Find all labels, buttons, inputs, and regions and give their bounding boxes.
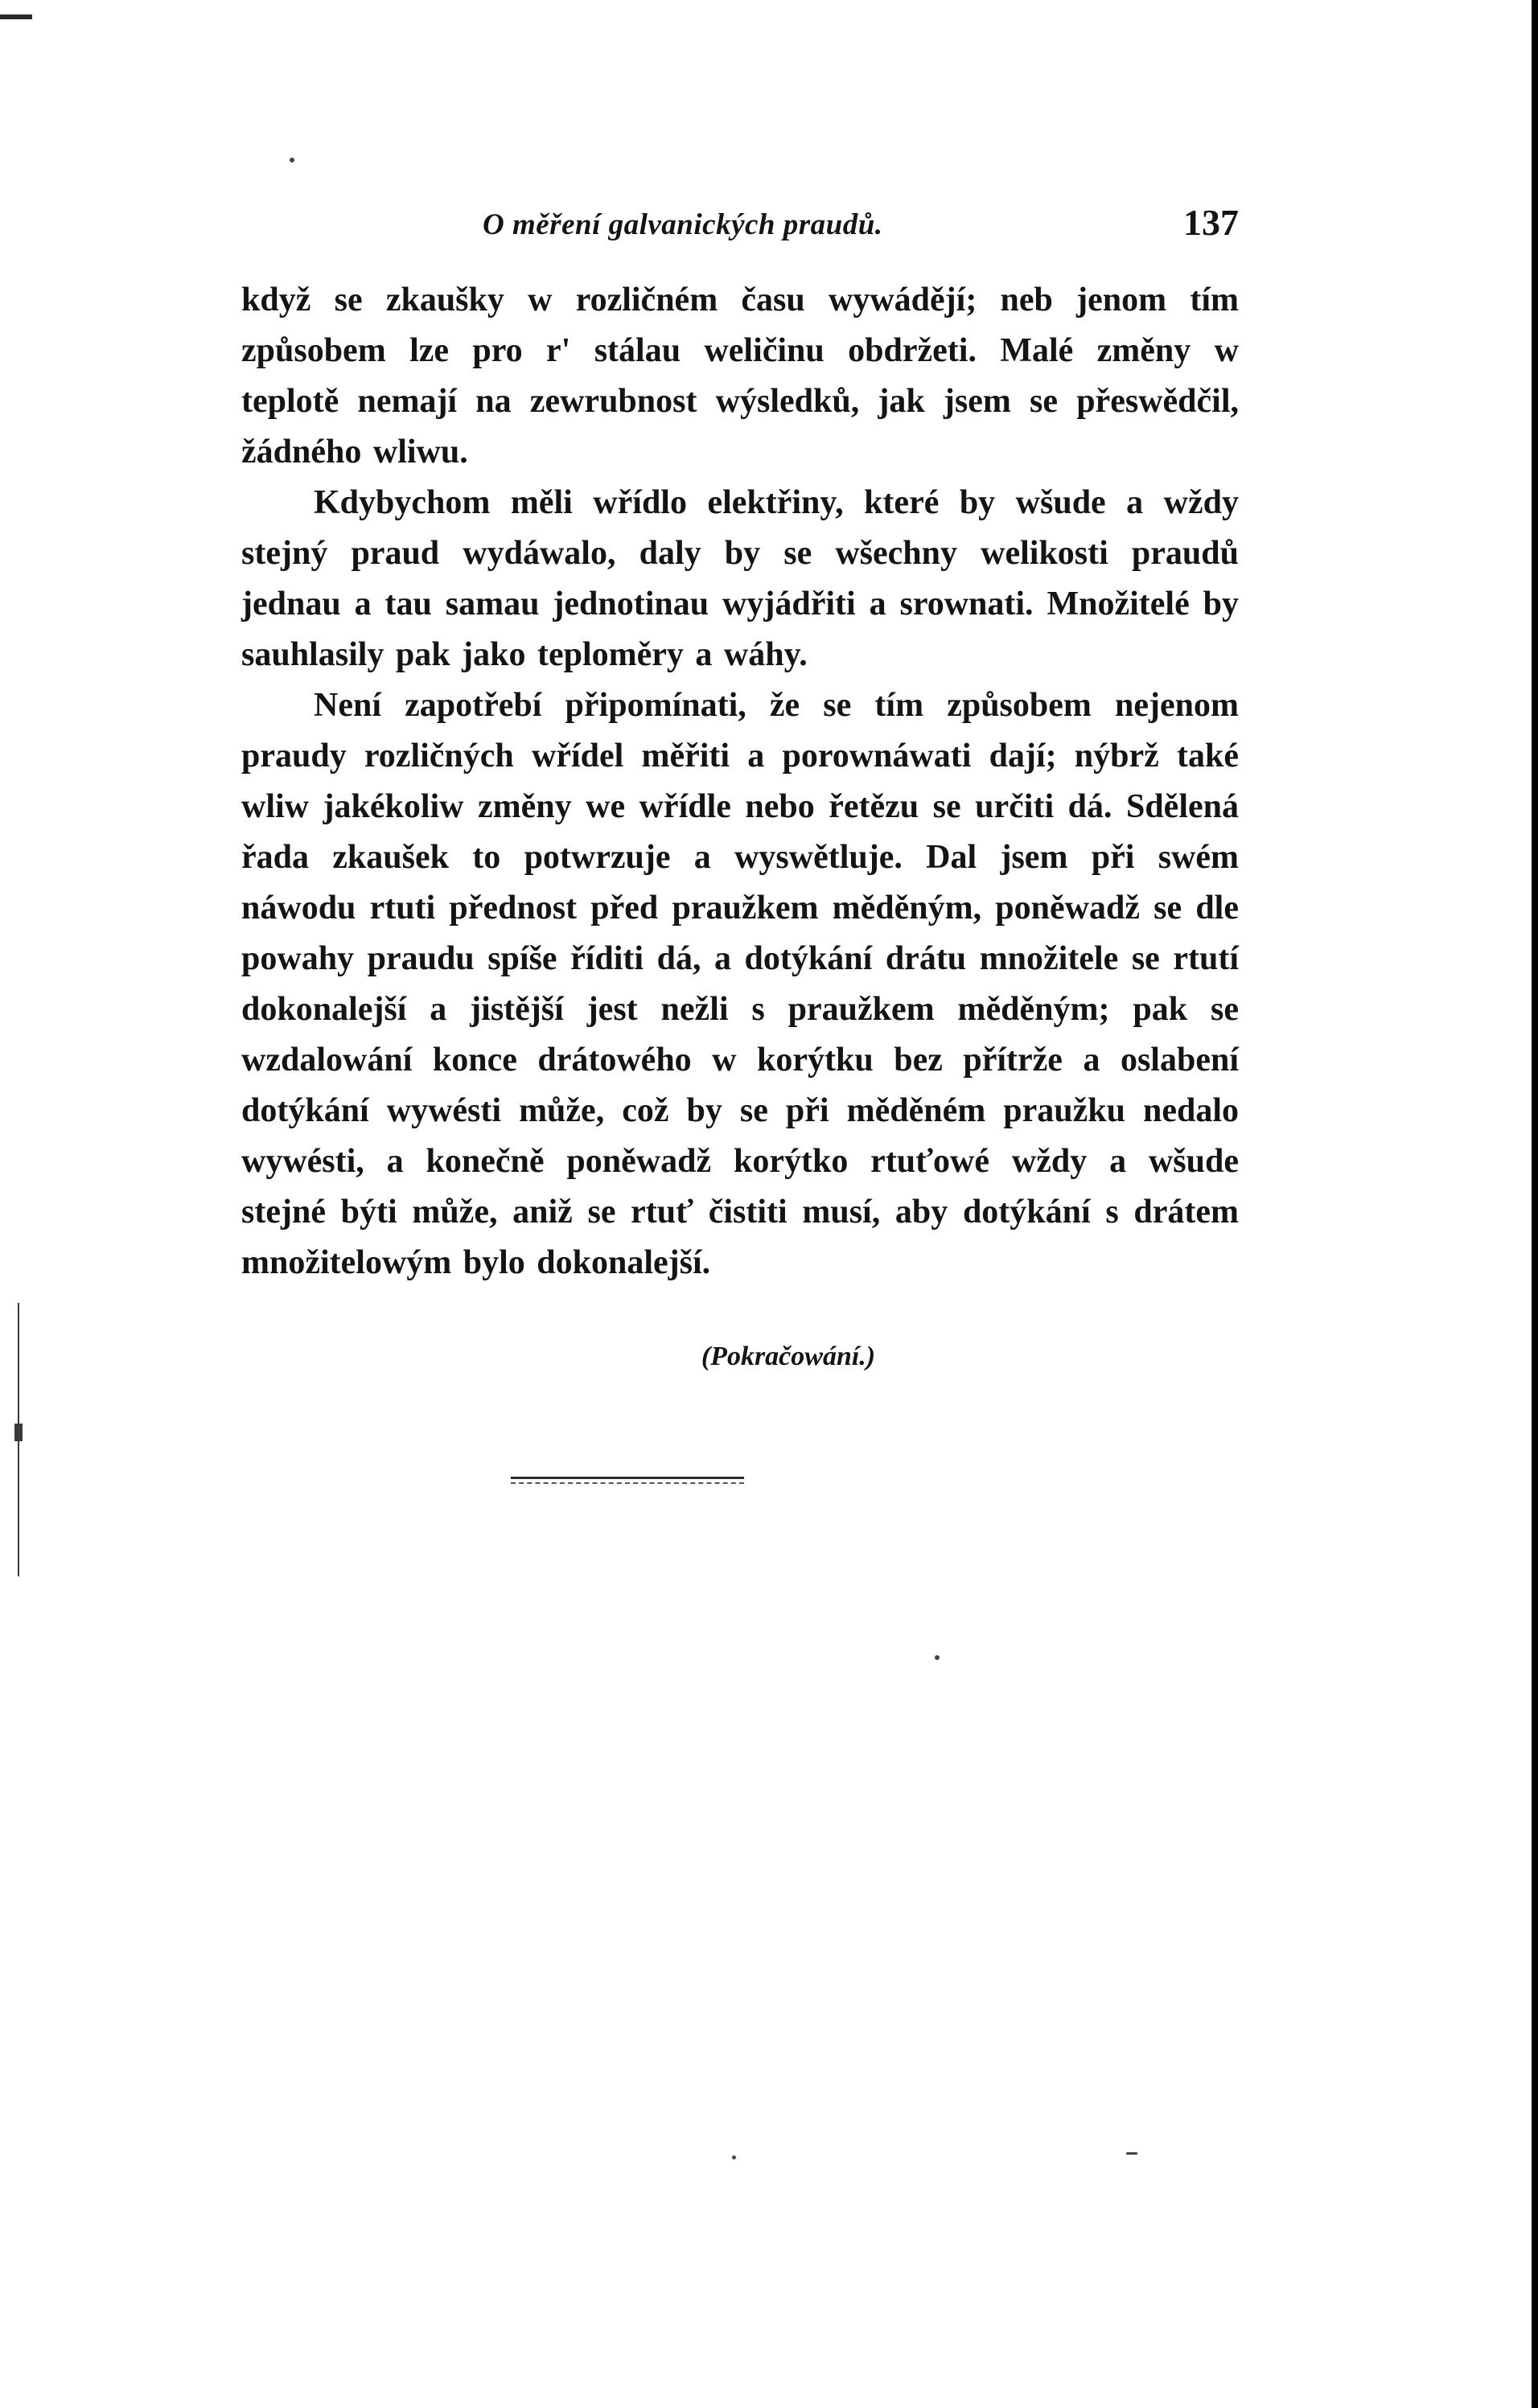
scan-speck — [732, 2155, 736, 2159]
running-head — [241, 201, 1239, 257]
running-title: O měření galvanických praudů. — [483, 208, 883, 241]
scan-speck — [1126, 2152, 1137, 2155]
scan-speck — [935, 1655, 940, 1660]
continuation-note: (Pokračowání.) — [701, 1342, 876, 1371]
scan-right-border — [1532, 0, 1538, 2408]
scan-speck — [290, 158, 294, 162]
paragraph-1: když se zkaušky w rozličném času wywádějí; neb jenom tím způsobem lze pro r' stálau weličinu obdržeti. Malé změny w teplotě nemají na zewrubnost wýsledků, jak jsem se přeswědčil, žádného wliwu. — [241, 281, 1239, 471]
scan-left-margin-tick — [14, 1424, 23, 1441]
scan-edge-mark — [0, 14, 32, 19]
page-number: 137 — [1183, 202, 1239, 243]
page-content — [241, 201, 1239, 1484]
end-rule-divider — [511, 1477, 744, 1484]
paragraph-2: Kdybychom měli wřídlo elektřiny, které by wšude a wždy stejný praud wydáwalo, daly by se wšechny welikosti praudů jednau a tau samau jednotinau wyjádřiti a srownati. Množitelé by sauhlasily pak jako teploměry a wáhy. — [241, 484, 1239, 673]
body-text — [241, 275, 1239, 1288]
paragraph-3: Není zapotřebí připomínati, že se tím způsobem nejenom praudy rozličných wřídel měřiti a porownáwati dají; nýbrž také wliw jakékoliw změny we wřídle nebo řetězu se určiti dá. Sdělená řada zkaušek to potwrzuje a wyswětluje. Dal jsem při swém náwodu rtuti přednost před praužkem měděným, poněwadž se dle powahy praudu spíše říditi dá, a dotýkání drátu množitele se rtutí dokonalejší a jistější jest nežli s praužkem měděným; pak se wzdalowání konce drátowého w korýtku bez přítrže a oslabení dotýkání wywésti může, což by se při měděném praužku nedalo wywésti, a konečně poněwadž korýtko rtuťowé wždy a wšude stejné býti může, aniž se rtuť čistiti musí, aby dotýkání s drátem množitelowým bylo dokonalejší. — [241, 687, 1239, 1281]
